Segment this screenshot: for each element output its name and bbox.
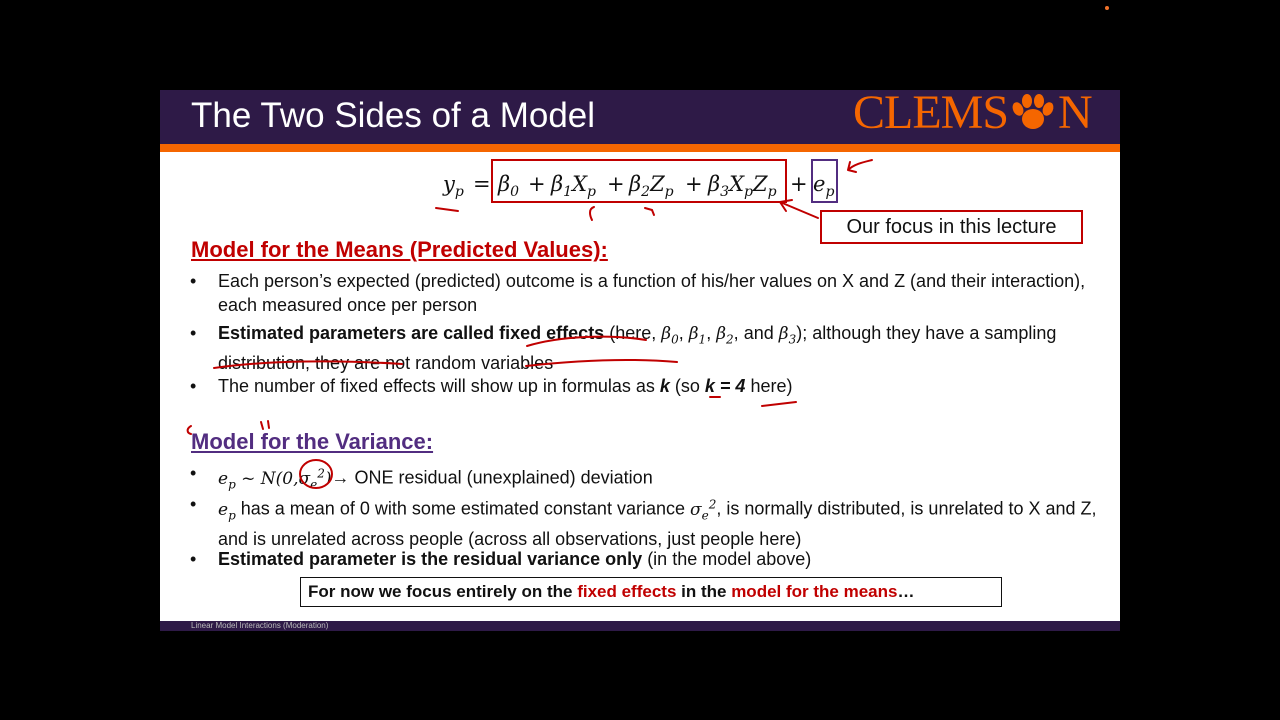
ink-mark-2	[261, 421, 269, 429]
variance-heading: Model for the Variance:	[191, 429, 434, 454]
recording-dot	[1105, 6, 1109, 10]
slide-title: The Two Sides of a Model	[191, 96, 596, 135]
means-heading: Model for the Means (Predicted Values):	[191, 237, 608, 262]
ink-arrow-residual	[848, 160, 872, 172]
residual-box	[811, 159, 838, 203]
tiger-paw-icon	[1008, 92, 1058, 132]
focus-callout: Our focus in this lecture	[820, 210, 1083, 244]
ink-underline-k4	[762, 402, 796, 406]
orange-divider	[160, 144, 1120, 152]
focus-note: For now we focus entirely on the fixed effects in the model for the means…	[300, 577, 1002, 607]
slide: The Two Sides of a Model CLEMS N $y_p$ = $\beta_0$ + $\beta_1X_p$ + $\beta_2Z_p$ + $\beta_3X_pZ_p$ + $e_p$ Our focus in this lecture Model for the Means (Predicted Values): • Each person’s expected (predicted) outcome is a function of his/her values on X and Z (and their interaction), each measured once per person • Estimated parameters are called fixed effects (here, $\beta_0$, $\beta_1$, $\beta_2$, and $\beta_3$); although they have a sampling distribution, they are not random variables • The number of fixed effects will show up in formulas as k (so k = 4 here) Model for the Variance: • $e_p$ ~ $N(0,\sigma_e^2)\to$ ONE residual (unexplained) deviation • $e_p$ has a mean of 0 with some estimated constant variance $\sigma_e^2$, is normally distributed, is unrelated to X and Z, and is unrelated across people (across all observations, just people here) • Estimated parameter is the residual variance only (in the model above) For now we focus entirely on the fixed effects in the model for the means… Linear Model Interactions (Moderation)	[160, 90, 1120, 631]
clemson-logo: CLEMS N	[853, 90, 1092, 139]
footer-label: Linear Model Interactions (Moderation)	[191, 621, 329, 630]
title-bar	[160, 90, 1120, 144]
fixed-part-box	[491, 159, 787, 203]
